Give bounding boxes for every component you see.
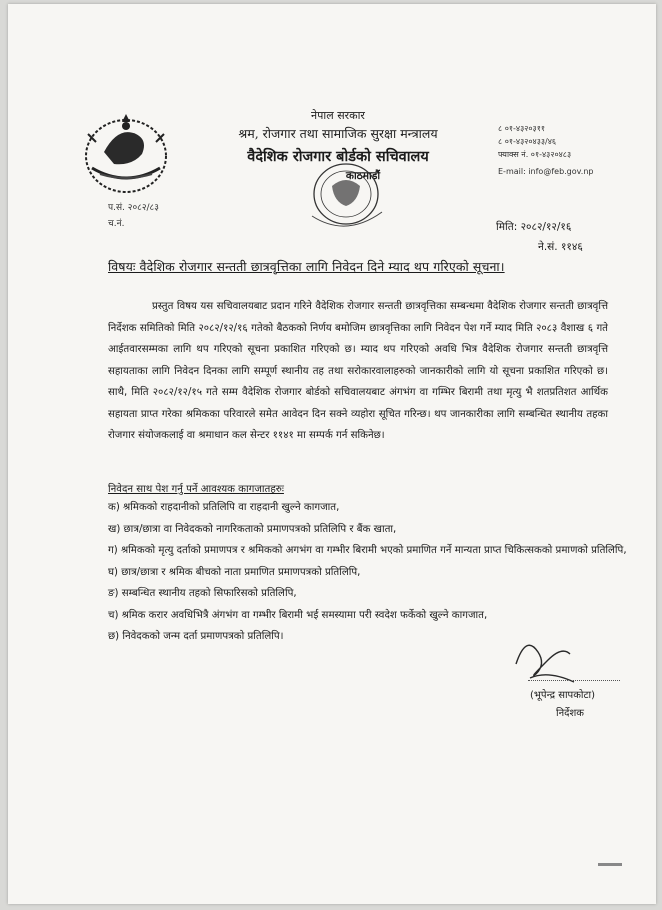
subject-line: विषयः वैदेशिक रोजगार सन्तती छात्रवृत्तिका लागि निवेदन दिने म्याद थप गरिएको सूचना। bbox=[108, 259, 505, 274]
list-item: क) श्रमिकको राहदानीको प्रतिलिपि वा राहदानी खुल्ने कागजात, bbox=[108, 502, 340, 513]
list-item: ङ) सम्बन्धित स्थानीय तहको सिफारिसको प्रतिलिपि, bbox=[108, 588, 297, 599]
nepal-emblem-icon bbox=[78, 112, 174, 196]
contact-block bbox=[498, 122, 648, 178]
office-seal-icon bbox=[302, 146, 410, 236]
list-item: ख) छात्र/छात्रा वा निवेदकको नागरिकताको प्रमाणपत्रको प्रतिलिपि र बैंक खाता, bbox=[108, 523, 397, 535]
list-item: छ) निवेदकको जन्म दर्ता प्रमाणपत्रको प्रतिलिपि। bbox=[108, 631, 284, 642]
email-address: E-mail: info@feb.gov.np bbox=[498, 167, 594, 176]
office-name: वैदेशिक रोजगार बोर्डको सचिवालय bbox=[247, 148, 429, 165]
signatory-name: (भूपेन्द्र सापकोटा) bbox=[530, 690, 596, 701]
phone-number-2: ८ ०१-४३२०४३३/४६ bbox=[498, 137, 557, 146]
letter-date: मिति: २०८२/१२/१६ bbox=[496, 221, 572, 233]
nepal-sambat-date: ने.सं. ११४६ bbox=[538, 241, 583, 253]
signatory-title: निर्देशक bbox=[556, 708, 584, 719]
letter-page bbox=[8, 4, 656, 904]
body-paragraph: प्रस्तुत विषय यस सचिवालयबाट प्रदान गरिने वैदेशिक रोजगार सन्तती छात्रवृत्तिका सम्बन्धमा वैदेशिक रोजगार सन्तती छात्रवृत्ति निर्देशक समितिको मिति २०८२/१२/१६ गतेको बैठकको निर्णय बमोजिम छात्रवृत्तिका लागि निवेदन पेश गर्ने म्याद मिति २०८३ वैशाख ६ गते आईतवारसम्मका लागि थप गरिएको सूचना प्रकाशित गरिएको छ। म्याद थप गरिएको अवधि भित्र वैदेशिक रोजगार सन्तती छात्रवृत्ति सहायताका लागि निवेदन दिनका लागि सम्पूर्ण स्थानीय तह तथा सरोकारवालाहरुको जानकारीको लागि यो सूचना प्रकाशित गरिएको छ। साथै, मिति २०८२/१२/१५ गते सम्म वैदेशिक रोजगार बोर्डको सचिवालयबाट अंगभंग वा गम्भिर बिरामी तथा मृत्यु भै शतप्रतिशत आर्थिक सहायता प्राप्त गरेका श्रमिकका परिवारले समेत आवेदन दिन सक्ने व्यहोरा सूचित गरिन्छ। थप जानकारीका लागि सम्बन्धित स्थानीय तहका रोजगार संयोजकलाई वा श्रमाधान कल सेन्टर ११४१ मा सम्पर्क गर्न सकिनेछ। bbox=[108, 301, 608, 441]
dispatch-number: च.नं. bbox=[108, 219, 125, 229]
documents-heading: निवेदन साथ पेश गर्नु पर्ने आवश्यक कागजातहरुः bbox=[108, 484, 284, 495]
phone-number-1: ८ ०१-४३२०३११ bbox=[498, 124, 546, 133]
list-item: च) श्रमिक करार अवधिभित्रै अंगभंग वा गम्भीर बिरामी भई समस्यामा परी स्वदेश फर्केको खुल्ने कागजात, bbox=[108, 609, 488, 621]
ministry-name: श्रम, रोजगार तथा सामाजिक सुरक्षा मन्त्रालय bbox=[238, 126, 438, 141]
scanner-mark-icon bbox=[598, 862, 622, 868]
handwritten-signature bbox=[508, 624, 580, 686]
fax-number: फ्याक्स नं. ०१-४३२०४८३ bbox=[498, 150, 572, 159]
signature-line bbox=[528, 680, 620, 681]
office-location: काठमाडौं bbox=[345, 170, 381, 182]
government-name: नेपाल सरकार bbox=[311, 109, 365, 122]
list-item: ग) श्रमिकको मृत्यु दर्ताको प्रमाणपत्र र श्रमिकको अगभंग वा गम्भीर बिरामी भएको प्रमाणित गर्ने मान्यता प्राप्त चिकित्सकको प्रमाणको प्रतिलिपि, bbox=[108, 545, 627, 556]
list-item: घ) छात्र/छात्रा र श्रमिक बीचको नाता प्रमाणित प्रमाणपत्रको प्रतिलिपि, bbox=[108, 566, 361, 578]
reference-number: प.सं. २०८२/८३ bbox=[108, 203, 159, 213]
